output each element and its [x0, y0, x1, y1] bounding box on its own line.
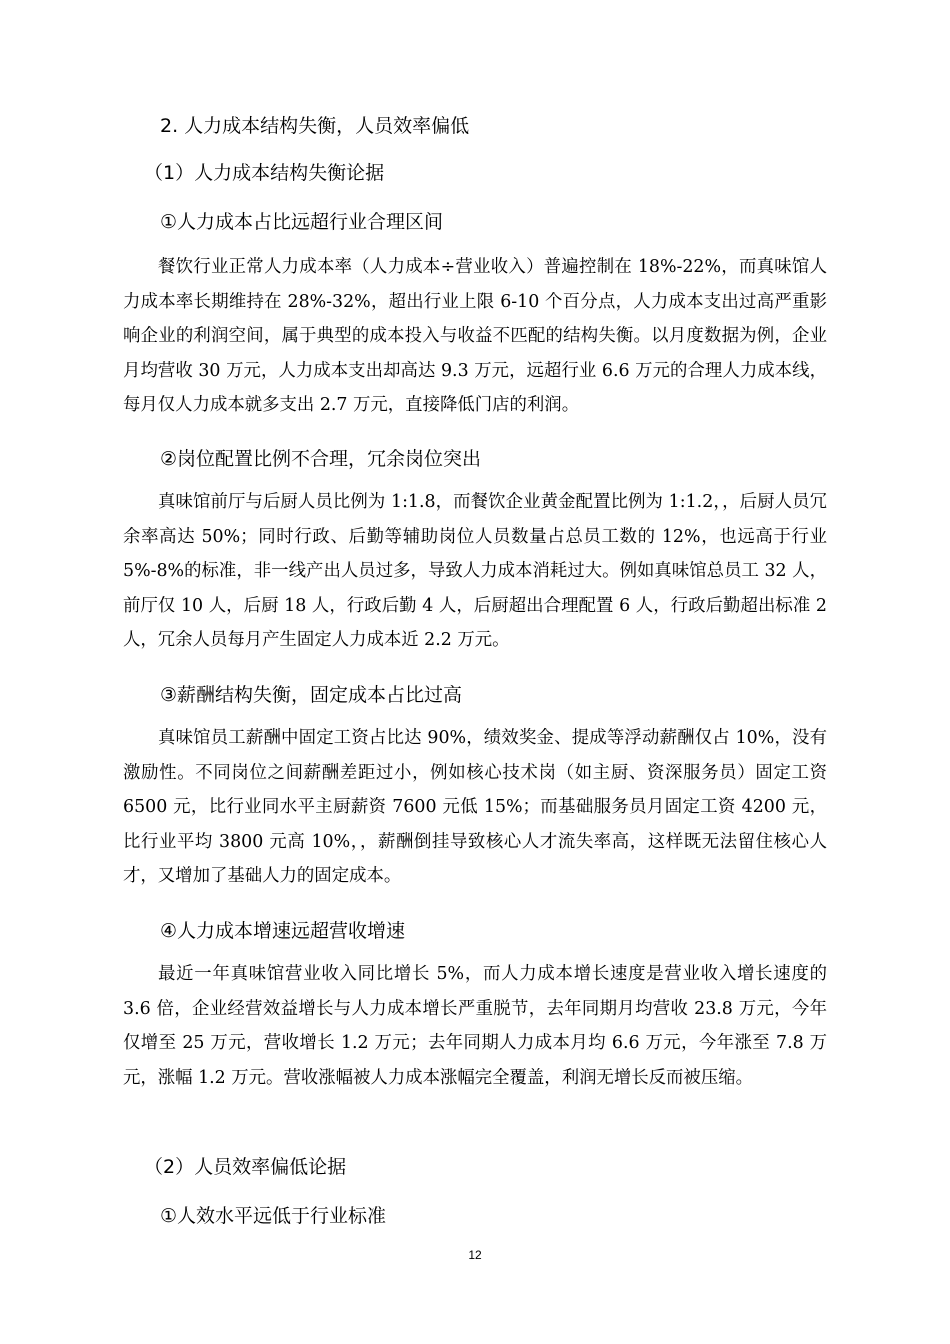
section-heading: 2. 人力成本结构失衡，人员效率偏低: [160, 115, 470, 137]
point-heading-5: ①人效水平远低于行业标准: [160, 1205, 387, 1227]
paragraph-3: 真味馆员工薪酬中固定工资占比达 90%，绩效奖金、提成等浮动薪酬仅占 10%，没有激励性。不同岗位之间薪酬差距过小，例如核心技术岗（如主厨、资深服务员）固定工资 6500 元，比行业同水平主厨薪资 7600 元低 15%；而基础服务员月固定工资 4200 元，比行业平均 3800 元高 10%，，薪酬倒挂导致核心人才流失率高，这样既无法留住核心人才，又增加了基础人力的固定成本。: [123, 728, 827, 887]
point-heading-4: ④人力成本增速远超营收增速: [160, 920, 406, 942]
point-heading-2: ②岗位配置比例不合理，冗余岗位突出: [160, 448, 482, 470]
paragraph-4: 最近一年真味馆营业收入同比增长 5%，而人力成本增长速度是营业收入增长速度的 3.6 倍，企业经营效益增长与人力成本增长严重脱节，去年同期月均营收 23.8 万元，今年仅增至 25 万元，营收增长 1.2 万元；去年同期人力成本月均 6.6 万元，今年涨至 7.8 万元，涨幅 1.2 万元。营收涨幅被人力成本涨幅完全覆盖，利润无增长反而被压缩。: [123, 964, 827, 1088]
paragraph-1: 餐饮行业正常人力成本率（人力成本÷营业收入）普遍控制在 18%-22%，而真味馆人力成本率长期维持在 28%-32%，超出行业上限 6-10 个百分点，人力成本支出过高严重影响企业的利润空间，属于典型的成本投入与收益不匹配的结构失衡。以月度数据为例，企业月均营收 30 万元，人力成本支出却高达 9.3 万元，远超行业 6.6 万元的合理人力成本线，每月仅人力成本就多支出 2.7 万元，直接降低门店的利润。: [123, 257, 827, 416]
paragraph-2: 真味馆前厅与后厨人员比例为 1:1.8，而餐饮企业黄金配置比例为 1:1.2，，后厨人员冗余率高达 50%；同时行政、后勤等辅助岗位人员数量占总员工数的 12%，也远高于行业 5%-8%的标准，非一线产出人员过多，导致人力成本消耗过大。例如真味馆总员工 32 人，前厅仅 10 人，后厨 18 人，行政后勤 4 人，后厨超出合理配置 6 人，行政后勤超出标准 2 人，冗余人员每月产生固定人力成本近 2.2 万元。: [123, 492, 827, 651]
point-heading-3: ③薪酬结构失衡，固定成本占比过高: [160, 684, 463, 706]
page-number: 12: [468, 1248, 482, 1262]
subsection-heading-1: （1）人力成本结构失衡论据: [144, 162, 385, 184]
subsection-heading-2: （2）人员效率偏低论据: [144, 1156, 347, 1178]
point-heading-1: ①人力成本占比远超行业合理区间: [160, 211, 444, 233]
